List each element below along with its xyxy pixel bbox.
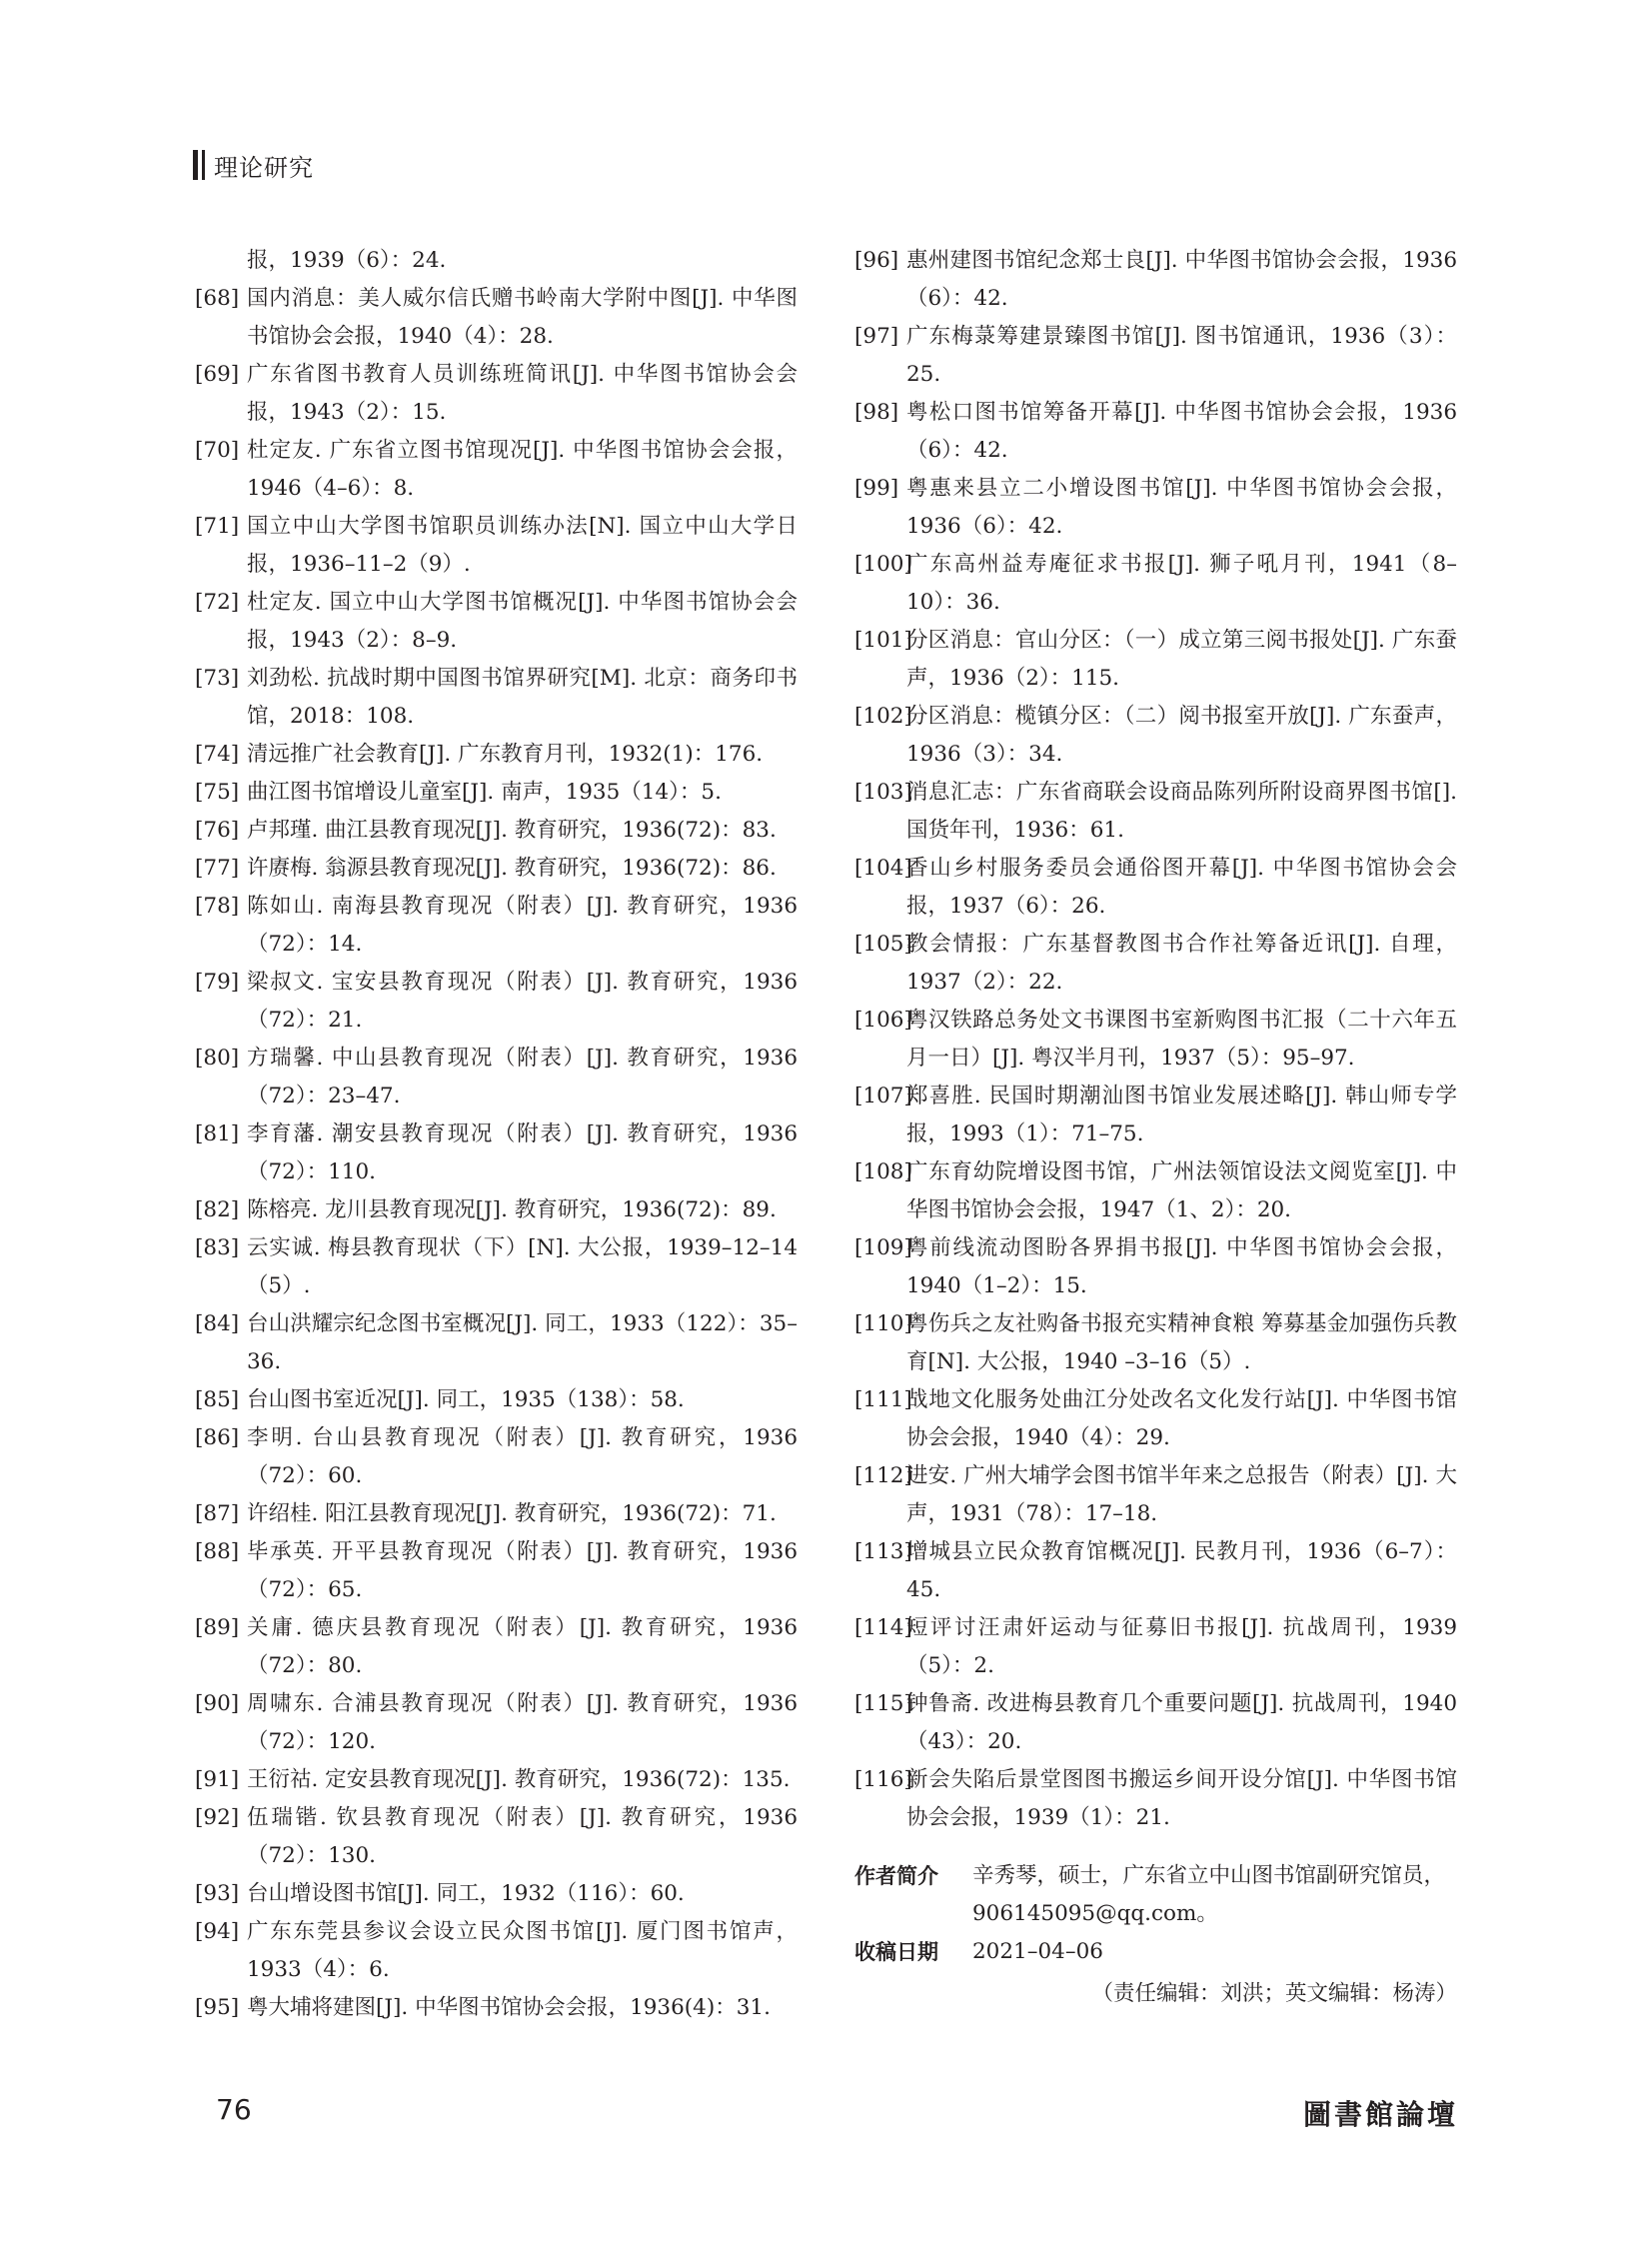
reference-number: [113]	[854, 1539, 912, 1564]
reference-text: 广东高州益寿庵征求书报[J]. 狮子吼月刊，1941（8–10）：36.	[906, 552, 1457, 615]
reference-number: [76]	[195, 818, 240, 843]
reference-item	[854, 698, 1457, 774]
running-header	[193, 148, 314, 182]
reference-number: [83]	[195, 1235, 240, 1260]
reference-number: [100]	[854, 552, 912, 577]
reference-number: [73]	[195, 666, 240, 691]
reference-number: [116]	[854, 1767, 912, 1792]
reference-number: [106]	[854, 1008, 912, 1033]
reference-number: [93]	[195, 1881, 240, 1906]
reference-item	[854, 1761, 1457, 1837]
reference-item	[195, 1609, 798, 1685]
reference-text: 方瑞馨. 中山县教育现况（附表）[J]. 教育研究，1936（72）：23–47.	[247, 1046, 798, 1109]
reference-item	[195, 1305, 798, 1381]
reference-number: [111]	[854, 1387, 912, 1412]
reference-item	[854, 1457, 1457, 1533]
author-label: 作者简介	[854, 1864, 938, 1888]
reference-text: 云实诚. 梅县教育现状（下）[N]. 大公报，1939–12–14（5）.	[247, 1235, 798, 1298]
received-date-row	[854, 1933, 1457, 1971]
reference-item	[854, 1153, 1457, 1229]
reference-text: 陈如山. 南海县教育现况（附表）[J]. 教育研究，1936（72）：14.	[247, 894, 798, 957]
reference-number: [86]	[195, 1425, 240, 1450]
reference-number: [114]	[854, 1615, 912, 1640]
reference-number: [94]	[195, 1919, 240, 1944]
reference-number: [74]	[195, 742, 240, 767]
reference-number: [101]	[854, 628, 912, 653]
reference-number: [88]	[195, 1539, 240, 1564]
reference-number: [72]	[195, 590, 240, 615]
reference-item	[195, 1799, 798, 1875]
author-text: 辛秀琴，硕士，广东省立中山图书馆副研究馆员，906145095@qq.com。	[972, 1863, 1446, 1926]
reference-number: [77]	[195, 856, 240, 881]
reference-text: 曲江图书馆增设儿童室[J]. 南声，1935（14）：5.	[247, 780, 722, 805]
reference-item	[854, 1685, 1457, 1761]
reference-text: 惠州建图书馆纪念郑士良[J]. 中华图书馆协会会报，1936（6）：42.	[906, 248, 1457, 311]
reference-number: [84]	[195, 1311, 240, 1336]
reference-text: 粤大埔将建图[J]. 中华图书馆协会会报，1936(4)：31.	[247, 1995, 771, 2020]
reference-text: 增城县立民众教育馆概况[J]. 民教月刊，1936（6–7）：45.	[906, 1539, 1457, 1602]
reference-number: [80]	[195, 1046, 240, 1071]
reference-number: [78]	[195, 894, 240, 919]
reference-text: 广东省图书教育人员训练班简讯[J]. 中华图书馆协会会报，1943（2）：15.	[247, 362, 798, 425]
reference-number: [96]	[854, 248, 899, 273]
reference-number: [91]	[195, 1767, 240, 1792]
journal-name: 圖書館論壇	[1302, 2098, 1458, 2131]
reference-text: 许绍桂. 阳江县教育现况[J]. 教育研究，1936(72)：71.	[247, 1501, 777, 1526]
reference-number: [99]	[854, 476, 899, 501]
reference-number: [68]	[195, 286, 240, 311]
reference-item	[854, 1229, 1457, 1305]
received-date: 2021–04–06	[972, 1939, 1103, 1964]
reference-number: [102]	[854, 704, 912, 729]
reference-text: 清远推广社会教育[J]. 广东教育月刊，1932(1)：176.	[247, 742, 764, 767]
reference-item	[195, 1419, 798, 1495]
reference-text: 毕承英. 开平县教育现况（附表）[J]. 教育研究，1936（72）：65.	[247, 1539, 798, 1602]
reference-number: [75]	[195, 780, 240, 805]
reference-text: 教会情报：广东基督教图书合作社筹备近讯[J]. 自理，1937（2）：22.	[906, 932, 1457, 995]
reference-text: 国立中山大学图书馆职员训练办法[N]. 国立中山大学日报，1936–11–2（9）.	[247, 514, 798, 577]
reference-item	[195, 1191, 798, 1229]
reference-number: [82]	[195, 1197, 240, 1222]
reference-text: 梁叔文. 宝安县教育现况（附表）[J]. 教育研究，1936（72）：21.	[247, 970, 798, 1033]
reference-text: 消息汇志：广东省商联会设商品陈列所附设商界图书馆[]. 国货年刊，1936：61.	[906, 780, 1457, 843]
reference-text: 分区消息：官山分区：（一）成立第三阅书报处[J]. 广东蚕声，1936（2）：115.	[906, 628, 1457, 691]
reference-item	[195, 1913, 798, 1989]
reference-number: [79]	[195, 970, 240, 995]
reference-text: 粤伤兵之友社购备书报充实精神食粮 筹募基金加强伤兵教育[N]. 大公报，1940 –3–16（5）.	[906, 1311, 1457, 1374]
reference-text: 台山洪耀宗纪念图书室概况[J]. 同工，1933（122）：35–36.	[247, 1311, 798, 1374]
reference-text: 香山乡村服务委员会通俗图开幕[J]. 中华图书馆协会会报，1937（6）：26.	[906, 856, 1457, 919]
reference-item	[854, 850, 1457, 926]
reference-number: [98]	[854, 400, 899, 425]
reference-item	[195, 736, 798, 774]
reference-item	[854, 394, 1457, 470]
reference-text: 粤前线流动图盼各界捐书报[J]. 中华图书馆协会会报，1940（1–2）：15.	[906, 1235, 1457, 1298]
reference-text: 战地文化服务处曲江分处改名文化发行站[J]. 中华图书馆协会会报，1940（4）：29.	[906, 1387, 1457, 1450]
reference-item	[195, 1040, 798, 1116]
reference-text: 周啸东. 合浦县教育现况（附表）[J]. 教育研究，1936（72）：120.	[247, 1691, 798, 1754]
reference-text: 王衍祜. 定安县教育现况[J]. 教育研究，1936(72)：135.	[247, 1767, 791, 1792]
reference-item	[854, 1381, 1457, 1457]
reference-text: 李明. 台山县教育现况（附表）[J]. 教育研究，1936（72）：60.	[247, 1425, 798, 1488]
reference-text: 卢邦瑾. 曲江县教育现况[J]. 教育研究，1936(72)：83.	[247, 818, 777, 843]
page-number: 76	[216, 2093, 252, 2126]
reference-number: [81]	[195, 1121, 240, 1146]
reference-text: 进安. 广州大埔学会图书馆半年来之总报告（附表）[J]. 大声，1931（78）：17–18.	[906, 1463, 1457, 1526]
reference-number: [115]	[854, 1691, 912, 1716]
reference-item	[195, 1116, 798, 1191]
reference-item	[195, 812, 798, 850]
reference-item	[195, 584, 798, 660]
reference-item	[195, 1875, 798, 1913]
reference-text: 国内消息：美人威尔信氏赠书岭南大学附中图[J]. 中华图书馆协会会报，1940（4）：28.	[247, 286, 798, 349]
reference-item	[195, 1381, 798, 1419]
reference-text: 关庸. 德庆县教育现况（附表）[J]. 教育研究，1936（72）：80.	[247, 1615, 798, 1678]
reference-number: [112]	[854, 1463, 912, 1488]
reference-text: 台山图书室近况[J]. 同工，1935（138）：58.	[247, 1387, 685, 1412]
reference-item	[854, 470, 1457, 546]
reference-item	[195, 660, 798, 736]
reference-text: 分区消息：榄镇分区：（二）阅书报室开放[J]. 广东蚕声，1936（3）：34.	[906, 704, 1457, 767]
reference-number: [89]	[195, 1615, 240, 1640]
reference-item	[195, 432, 798, 508]
reference-text: 刘劲松. 抗战时期中国图书馆界研究[M]. 北京：商务印书馆，2018：108.	[247, 666, 798, 729]
reference-item	[854, 926, 1457, 1002]
reference-number: [92]	[195, 1805, 240, 1830]
reference-item	[195, 850, 798, 888]
reference-text: 杜定友. 广东省立图书馆现况[J]. 中华图书馆协会会报，1946（4–6）：8.	[247, 438, 798, 501]
reference-text: 报，1939（6）：24.	[247, 248, 447, 273]
reference-number: [97]	[854, 324, 899, 349]
reference-item	[195, 356, 798, 432]
reference-text: 许赓梅. 翁源县教育现况[J]. 教育研究，1936(72)：86.	[247, 856, 777, 881]
reference-item	[195, 1685, 798, 1761]
reference-item	[854, 774, 1457, 850]
reference-text: 钟鲁斋. 改进梅县教育几个重要问题[J]. 抗战周刊，1940（43）：20.	[906, 1691, 1457, 1754]
reference-text: 杜定友. 国立中山大学图书馆概况[J]. 中华图书馆协会会报，1943（2）：8–9.	[247, 590, 798, 653]
reference-item	[195, 242, 798, 280]
reference-number: [69]	[195, 362, 240, 387]
reference-item	[854, 546, 1457, 622]
reference-item	[854, 1305, 1457, 1381]
references-right-column	[854, 242, 1457, 2013]
reference-number: [103]	[854, 780, 912, 805]
reference-item	[854, 1533, 1457, 1609]
reference-text: 台山增设图书馆[J]. 同工，1932（116）：60.	[247, 1881, 685, 1906]
reference-text: 短评讨汪肃奸运动与征募旧书报[J]. 抗战周刊，1939（5）：2.	[906, 1615, 1457, 1678]
reference-item	[195, 1229, 798, 1305]
reference-text: 广东育幼院增设图书馆，广州法领馆设法文阅览室[J]. 中华图书馆协会会报，1947（1、2）：20.	[906, 1159, 1457, 1222]
reference-number: [85]	[195, 1387, 240, 1412]
reference-number: [71]	[195, 514, 240, 539]
reference-number: [107]	[854, 1084, 912, 1109]
reference-number: [90]	[195, 1691, 240, 1716]
reference-item	[195, 964, 798, 1040]
reference-item	[854, 1002, 1457, 1078]
header-bars-icon	[193, 150, 205, 180]
reference-item	[854, 1609, 1457, 1685]
reference-text: 郑喜胜. 民国时期潮汕图书馆业发展述略[J]. 韩山师专学报，1993（1）：71–75.	[906, 1084, 1457, 1146]
reference-item	[195, 1761, 798, 1799]
author-block	[854, 1857, 1457, 2013]
reference-text: 粤惠来县立二小增设图书馆[J]. 中华图书馆协会会报，1936（6）：42.	[906, 476, 1457, 539]
reference-text: 广东梅菉筹建景臻图书馆[J]. 图书馆通讯，1936（3）：25.	[906, 324, 1457, 387]
reference-number: [110]	[854, 1311, 912, 1336]
references-right-list	[854, 242, 1457, 1837]
references-left-column	[195, 242, 798, 2027]
reference-text: 陈榕亮. 龙川县教育现况[J]. 教育研究，1936(72)：89.	[247, 1197, 777, 1222]
reference-item	[195, 1533, 798, 1609]
reference-number: [87]	[195, 1501, 240, 1526]
reference-item	[854, 242, 1457, 318]
reference-number: [95]	[195, 1995, 240, 2020]
reference-number: [70]	[195, 438, 240, 463]
author-bio	[854, 1857, 1457, 1933]
reference-number: [104]	[854, 856, 912, 881]
reference-number: [105]	[854, 932, 912, 957]
reference-item	[195, 774, 798, 812]
reference-item	[195, 508, 798, 584]
reference-item	[195, 1495, 798, 1533]
reference-item	[195, 1989, 798, 2027]
editors-note: （责任编辑：刘洪；英文编辑：杨涛）	[1091, 1981, 1457, 2006]
reference-item	[854, 622, 1457, 698]
reference-text: 伍瑞锴. 钦县教育现况（附表）[J]. 教育研究，1936（72）：130.	[247, 1805, 798, 1868]
reference-item	[195, 888, 798, 964]
reference-text: 粤汉铁路总务处文书课图书室新购图书汇报（二十六年五月一日）[J]. 粤汉半月刊，1937（5）：95–97.	[906, 1008, 1457, 1071]
reference-text: 广东东莞县参议会设立民众图书馆[J]. 厦门图书馆声，1933（4）：6.	[247, 1919, 798, 1982]
reference-text: 粤松口图书馆筹备开幕[J]. 中华图书馆协会会报，1936（6）：42.	[906, 400, 1457, 463]
reference-number: [108]	[854, 1159, 912, 1184]
received-label: 收稿日期	[854, 1940, 938, 1964]
reference-text: 新会失陷后景堂图图书搬运乡间开设分馆[J]. 中华图书馆协会会报，1939（1）：21.	[906, 1767, 1457, 1830]
reference-item	[854, 318, 1457, 394]
reference-text: 李育藩. 潮安县教育现况（附表）[J]. 教育研究，1936（72）：110.	[247, 1121, 798, 1184]
section-title: 理论研究	[214, 153, 314, 182]
reference-item	[195, 280, 798, 356]
reference-number: [109]	[854, 1235, 912, 1260]
reference-item	[854, 1078, 1457, 1153]
